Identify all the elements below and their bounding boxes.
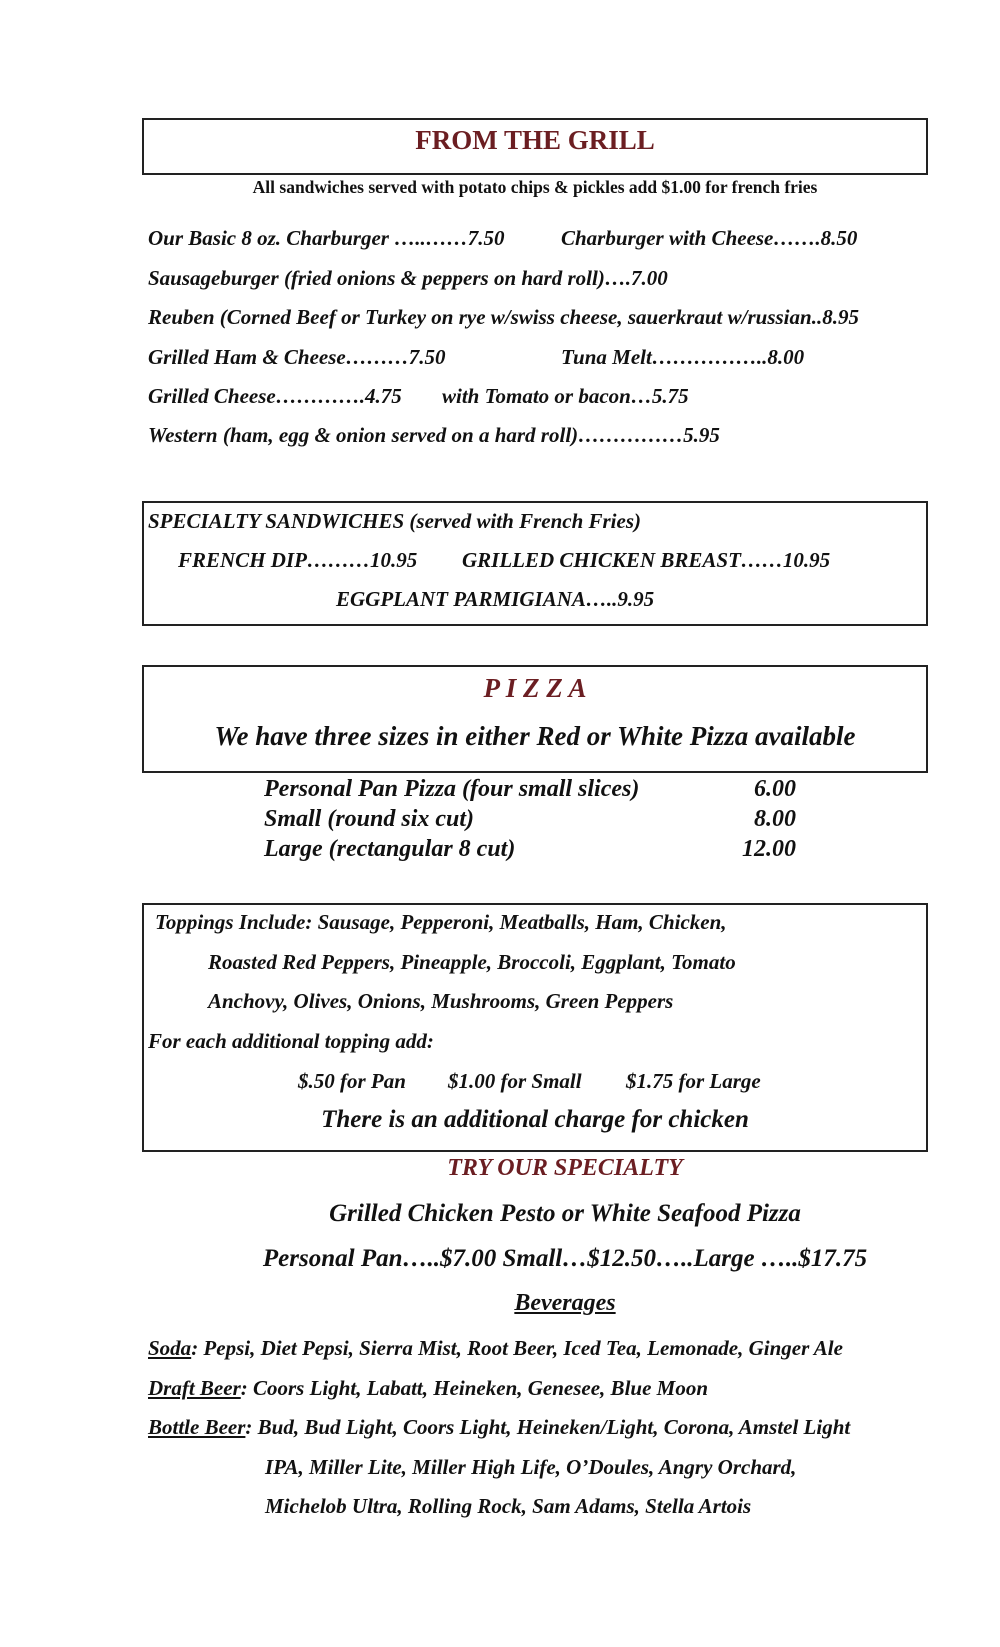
topping-price-pan: $.50 for Pan <box>298 1069 406 1093</box>
pizza-size-large: Large (rectangular 8 cut) <box>264 836 516 862</box>
specialty-sandwiches-box <box>142 501 928 626</box>
bottle-label: Bottle Beer <box>148 1415 246 1439</box>
grill-line-charburger: Our Basic 8 oz. Charburger …..……7.50 <box>148 226 505 250</box>
chicken-note: There is an additional charge for chicken <box>321 1106 749 1133</box>
toppings-line-2: Roasted Red Peppers, Pineapple, Broccoli, Eggplant, Tomato <box>208 950 736 974</box>
french-dip: FRENCH DIP………10.95 <box>178 548 418 572</box>
pizza-subtitle: We have three sizes in either Red or White Pizza available <box>214 721 856 751</box>
draft-list: : Coors Light, Labatt, Heineken, Genesee, Blue Moon <box>240 1376 708 1400</box>
toppings-additional: For each additional topping add: <box>148 1029 434 1053</box>
bottle-line-1 <box>148 1415 850 1440</box>
soda-label: Soda <box>148 1336 192 1360</box>
specialty-line-1: Grilled Chicken Pesto or White Seafood Pizza <box>329 1200 801 1227</box>
grill-title: FROM THE GRILL <box>415 125 655 155</box>
pizza-price-small: 8.00 <box>754 806 796 832</box>
topping-price-large: $1.75 for Large <box>626 1069 761 1093</box>
pizza-price-large: 12.00 <box>742 836 796 862</box>
pizza-title: P I Z Z A <box>483 673 587 703</box>
toppings-line-1: Toppings Include: Sausage, Pepperoni, Meatballs, Ham, Chicken, <box>155 910 727 934</box>
bottle-line-2: IPA, Miller Lite, Miller High Life, O’Doules, Angry Orchard, <box>265 1455 797 1479</box>
grill-line-charburger-cheese: Charburger with Cheese…….8.50 <box>561 226 858 250</box>
grill-line-grilled-cheese: Grilled Cheese………….4.75 <box>148 384 402 408</box>
grill-line-western: Western (ham, egg & onion served on a hard roll)……………5.95 <box>148 423 720 447</box>
specialty-line-2: Personal Pan…..$7.00 Small…$12.50…..Large …..$17.75 <box>262 1245 868 1272</box>
pizza-box <box>142 665 928 773</box>
grill-line-sausageburger: Sausageburger (fried onions & peppers on hard roll)….7.00 <box>148 266 668 290</box>
grill-line-ham-cheese: Grilled Ham & Cheese………7.50 <box>148 345 446 369</box>
bottle-list-1: : Bud, Bud Light, Coors Light, Heineken/Light, Corona, Amstel Light <box>245 1415 851 1439</box>
toppings-box <box>142 903 928 1152</box>
specialty-sandwiches-header: SPECIALTY SANDWICHES (served with French Fries) <box>148 509 641 533</box>
pizza-size-small: Small (round six cut) <box>264 806 475 832</box>
grill-note: All sandwiches served with potato chips & pickles add $1.00 for french fries <box>252 177 818 197</box>
soda-line <box>148 1336 843 1361</box>
beverages-title: Beverages <box>514 1290 616 1316</box>
soda-list: : Pepsi, Diet Pepsi, Sierra Mist, Root Beer, Iced Tea, Lemonade, Ginger Ale <box>191 1336 843 1360</box>
grill-line-reuben: Reuben (Corned Beef or Turkey on rye w/swiss cheese, sauerkraut w/russian..8.95 <box>148 305 859 329</box>
specialty-title: TRY OUR SPECIALTY <box>447 1155 683 1181</box>
grill-line-tomato-bacon: with Tomato or bacon…5.75 <box>442 384 689 408</box>
draft-label: Draft Beer <box>148 1376 241 1400</box>
eggplant-parmigiana: EGGPLANT PARMIGIANA…..9.95 <box>336 587 655 611</box>
topping-price-small: $1.00 for Small <box>448 1069 582 1093</box>
draft-line <box>148 1376 708 1401</box>
grill-title-box <box>142 118 928 175</box>
toppings-line-3: Anchovy, Olives, Onions, Mushrooms, Green Peppers <box>208 989 674 1013</box>
pizza-price-personal: 6.00 <box>754 776 796 802</box>
bottle-line-3: Michelob Ultra, Rolling Rock, Sam Adams, Stella Artois <box>265 1494 752 1518</box>
grill-line-tuna-melt: Tuna Melt……………..8.00 <box>561 345 805 369</box>
pizza-size-personal: Personal Pan Pizza (four small slices) <box>264 776 640 802</box>
grilled-chicken-breast: GRILLED CHICKEN BREAST……10.95 <box>462 548 831 572</box>
